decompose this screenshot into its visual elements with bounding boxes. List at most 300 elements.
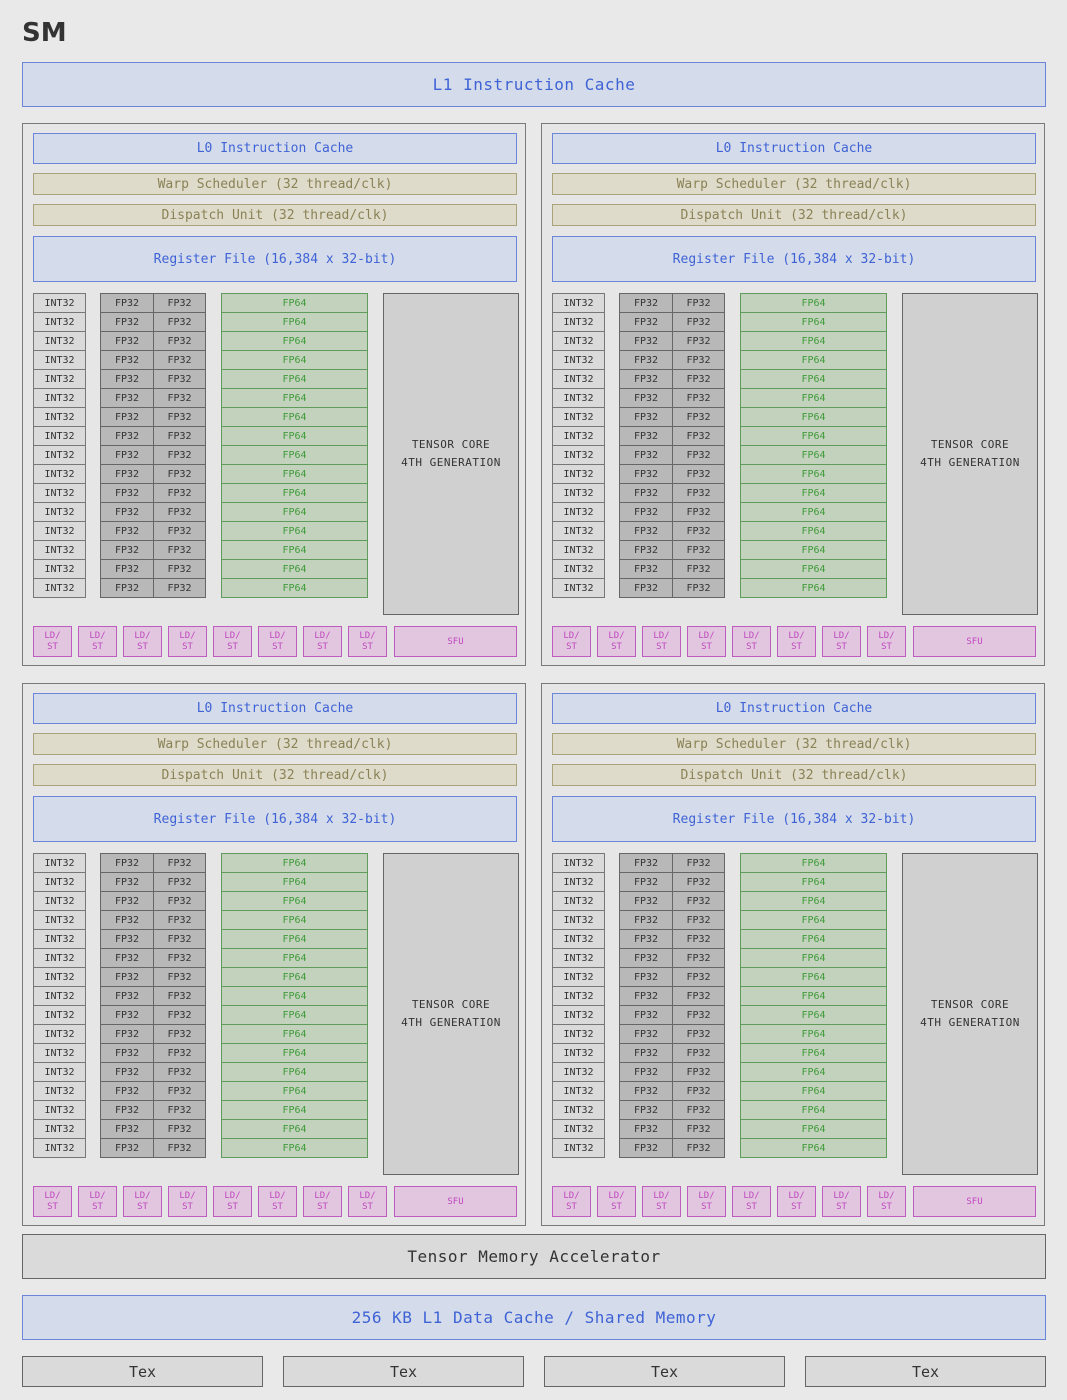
- int32-unit: INT32: [552, 578, 605, 598]
- fp32-unit: FP32: [153, 464, 206, 484]
- int32-unit: INT32: [33, 369, 86, 389]
- tex-unit: Tex: [805, 1356, 1046, 1387]
- fp32-unit: FP32: [672, 853, 725, 873]
- fp32-unit: FP32: [619, 578, 673, 598]
- ld-st-unit: [303, 626, 342, 657]
- tensor-core-generation: 4TH GENERATION: [401, 456, 501, 469]
- warp-scheduler: Warp Scheduler (32 thread/clk): [552, 173, 1036, 195]
- fp32-unit: FP32: [153, 369, 206, 389]
- int32-unit: INT32: [33, 331, 86, 351]
- fp64-unit: FP64: [740, 1062, 887, 1082]
- fp32-unit: FP32: [100, 350, 154, 370]
- ld-st-unit: [78, 1186, 117, 1217]
- fp64-unit: FP64: [221, 948, 368, 968]
- tensor-core: [902, 853, 1038, 1175]
- ld-st-label-bottom: ST: [566, 641, 577, 652]
- ld-st-unit: [597, 1186, 636, 1217]
- ld-st-label-bottom: ST: [92, 641, 103, 652]
- int32-column: [33, 294, 86, 598]
- ld-st-label-top: LD/: [359, 630, 376, 641]
- ld-st-label-bottom: ST: [836, 1201, 847, 1212]
- fp32-unit: FP32: [619, 559, 673, 579]
- fp64-unit: FP64: [740, 293, 887, 313]
- fp32-unit: FP32: [153, 1062, 206, 1082]
- fp32-unit: FP32: [100, 1081, 154, 1101]
- fp32-unit: FP32: [619, 1062, 673, 1082]
- fp64-unit: FP64: [740, 578, 887, 598]
- fp32-unit: FP32: [100, 1062, 154, 1082]
- fp32-unit: FP32: [672, 407, 725, 427]
- fp32-unit: FP32: [672, 1100, 725, 1120]
- ld-st-label-bottom: ST: [746, 641, 757, 652]
- ld-st-unit: [213, 626, 252, 657]
- fp64-unit: FP64: [740, 948, 887, 968]
- fp32-unit: FP32: [619, 369, 673, 389]
- fp32-unit: FP32: [100, 388, 154, 408]
- int32-unit: INT32: [552, 483, 605, 503]
- fp32-unit: FP32: [672, 1043, 725, 1063]
- int32-unit: INT32: [552, 1062, 605, 1082]
- fp32-unit: FP32: [153, 1043, 206, 1063]
- tex-unit: Tex: [22, 1356, 263, 1387]
- ld-st-unit: [597, 626, 636, 657]
- fp32-unit: FP32: [619, 293, 673, 313]
- fp32-unit: FP32: [153, 445, 206, 465]
- fp64-unit: FP64: [740, 331, 887, 351]
- ld-st-label-bottom: ST: [791, 1201, 802, 1212]
- fp64-unit: FP64: [221, 426, 368, 446]
- fp32-unit: FP32: [153, 521, 206, 541]
- fp32-unit: FP32: [153, 1024, 206, 1044]
- fp32-column: [153, 294, 206, 598]
- l0-instruction-cache: L0 Instruction Cache: [33, 133, 517, 164]
- int32-unit: INT32: [552, 540, 605, 560]
- fp32-unit: FP32: [100, 967, 154, 987]
- ld-st-unit: [168, 1186, 207, 1217]
- ld-st-label-bottom: ST: [92, 1201, 103, 1212]
- fp32-unit: FP32: [619, 483, 673, 503]
- sfu-unit: SFU: [394, 626, 517, 657]
- fp32-unit: FP32: [672, 578, 725, 598]
- fp32-unit: FP32: [619, 929, 673, 949]
- ld-st-label-top: LD/: [653, 630, 670, 641]
- dispatch-unit: Dispatch Unit (32 thread/clk): [33, 764, 517, 786]
- ld-st-label-bottom: ST: [881, 641, 892, 652]
- ld-st-label-bottom: ST: [881, 1201, 892, 1212]
- ld-st-label-bottom: ST: [272, 641, 283, 652]
- fp64-unit: FP64: [740, 1005, 887, 1025]
- int32-unit: INT32: [552, 872, 605, 892]
- fp32-unit: FP32: [100, 1138, 154, 1158]
- fp64-unit: FP64: [740, 312, 887, 332]
- ld-st-label-top: LD/: [698, 630, 715, 641]
- fp32-unit: FP32: [672, 910, 725, 930]
- int32-column: [33, 854, 86, 1158]
- int32-unit: INT32: [552, 986, 605, 1006]
- fp32-unit: FP32: [672, 388, 725, 408]
- warp-scheduler: Warp Scheduler (32 thread/clk): [33, 733, 517, 755]
- ld-st-label-bottom: ST: [746, 1201, 757, 1212]
- fp32-column: [619, 294, 673, 598]
- fp32-unit: FP32: [153, 910, 206, 930]
- int32-unit: INT32: [552, 521, 605, 541]
- fp32-unit: FP32: [153, 350, 206, 370]
- ld-st-label-bottom: ST: [182, 641, 193, 652]
- fp64-unit: FP64: [740, 1119, 887, 1139]
- int32-unit: INT32: [33, 559, 86, 579]
- int32-unit: INT32: [552, 426, 605, 446]
- fp64-unit: FP64: [221, 578, 368, 598]
- ld-st-unit: [552, 1186, 591, 1217]
- ld-st-label-bottom: ST: [227, 641, 238, 652]
- ld-st-label-top: LD/: [89, 1190, 106, 1201]
- fp32-unit: FP32: [100, 445, 154, 465]
- int32-unit: INT32: [33, 872, 86, 892]
- int32-column: [552, 854, 605, 1158]
- sm-sub-partition: [22, 123, 526, 666]
- ld-st-label-bottom: ST: [701, 1201, 712, 1212]
- fp32-unit: FP32: [153, 1138, 206, 1158]
- ld-st-unit: [213, 1186, 252, 1217]
- fp64-column: [221, 294, 368, 598]
- fp64-unit: FP64: [740, 464, 887, 484]
- fp32-unit: FP32: [153, 312, 206, 332]
- fp32-unit: FP32: [672, 1062, 725, 1082]
- fp32-unit: FP32: [100, 853, 154, 873]
- fp32-unit: FP32: [672, 967, 725, 987]
- fp32-unit: FP32: [672, 559, 725, 579]
- fp64-unit: FP64: [740, 388, 887, 408]
- ld-st-unit: [303, 1186, 342, 1217]
- dispatch-unit: Dispatch Unit (32 thread/clk): [552, 764, 1036, 786]
- fp64-unit: FP64: [740, 407, 887, 427]
- ld-st-label-top: LD/: [44, 630, 61, 641]
- fp64-unit: FP64: [740, 967, 887, 987]
- fp64-unit: FP64: [221, 986, 368, 1006]
- fp32-unit: FP32: [619, 1005, 673, 1025]
- fp32-unit: FP32: [619, 445, 673, 465]
- fp32-unit: FP32: [619, 910, 673, 930]
- ld-st-label-top: LD/: [563, 630, 580, 641]
- int32-unit: INT32: [552, 445, 605, 465]
- fp32-unit: FP32: [619, 331, 673, 351]
- fp32-unit: FP32: [672, 540, 725, 560]
- ld-st-label-bottom: ST: [656, 1201, 667, 1212]
- tensor-core: [383, 853, 519, 1175]
- fp64-unit: FP64: [740, 929, 887, 949]
- fp32-unit: FP32: [672, 350, 725, 370]
- int32-unit: INT32: [33, 1100, 86, 1120]
- ld-st-unit: [822, 1186, 861, 1217]
- ld-st-unit: [732, 626, 771, 657]
- fp32-unit: FP32: [153, 388, 206, 408]
- int32-unit: INT32: [33, 986, 86, 1006]
- fp32-unit: FP32: [619, 350, 673, 370]
- fp32-unit: FP32: [672, 891, 725, 911]
- fp64-unit: FP64: [221, 407, 368, 427]
- fp32-unit: FP32: [153, 1005, 206, 1025]
- fp32-unit: FP32: [672, 929, 725, 949]
- register-file: Register File (16,384 x 32-bit): [33, 796, 517, 842]
- fp32-unit: FP32: [619, 540, 673, 560]
- fp64-unit: FP64: [740, 445, 887, 465]
- int32-unit: INT32: [33, 1062, 86, 1082]
- int32-unit: INT32: [552, 1043, 605, 1063]
- fp64-column: [221, 854, 368, 1158]
- fp32-unit: FP32: [619, 426, 673, 446]
- fp64-unit: FP64: [221, 502, 368, 522]
- ld-st-unit: [258, 1186, 297, 1217]
- fp32-unit: FP32: [619, 312, 673, 332]
- ld-st-label-bottom: ST: [227, 1201, 238, 1212]
- ld-st-label-top: LD/: [269, 630, 286, 641]
- l1-data-cache-shared-memory: 256 KB L1 Data Cache / Shared Memory: [22, 1295, 1046, 1340]
- ld-st-label-top: LD/: [44, 1190, 61, 1201]
- fp32-unit: FP32: [672, 331, 725, 351]
- fp32-unit: FP32: [672, 521, 725, 541]
- fp32-unit: FP32: [619, 1081, 673, 1101]
- fp32-unit: FP32: [619, 407, 673, 427]
- fp32-unit: FP32: [153, 559, 206, 579]
- ld-st-label-top: LD/: [743, 1190, 760, 1201]
- fp32-unit: FP32: [153, 502, 206, 522]
- ld-st-unit: [867, 626, 906, 657]
- fp32-unit: FP32: [153, 426, 206, 446]
- fp64-unit: FP64: [221, 559, 368, 579]
- int32-unit: INT32: [552, 1100, 605, 1120]
- fp32-unit: FP32: [100, 578, 154, 598]
- fp64-unit: FP64: [221, 1024, 368, 1044]
- fp32-unit: FP32: [100, 559, 154, 579]
- fp32-unit: FP32: [100, 1119, 154, 1139]
- int32-unit: INT32: [33, 445, 86, 465]
- fp32-unit: FP32: [153, 540, 206, 560]
- fp32-unit: FP32: [100, 407, 154, 427]
- fp64-unit: FP64: [740, 502, 887, 522]
- fp32-unit: FP32: [100, 1100, 154, 1120]
- ld-st-unit: [33, 626, 72, 657]
- int32-unit: INT32: [33, 426, 86, 446]
- fp32-column: [100, 854, 154, 1158]
- fp32-unit: FP32: [619, 872, 673, 892]
- int32-unit: INT32: [552, 407, 605, 427]
- ld-st-label-top: LD/: [788, 630, 805, 641]
- fp32-unit: FP32: [672, 312, 725, 332]
- fp32-unit: FP32: [672, 369, 725, 389]
- fp32-unit: FP32: [100, 521, 154, 541]
- int32-unit: INT32: [552, 910, 605, 930]
- int32-unit: INT32: [33, 312, 86, 332]
- int32-column: [552, 294, 605, 598]
- fp64-unit: FP64: [221, 540, 368, 560]
- fp32-unit: FP32: [619, 967, 673, 987]
- register-file: Register File (16,384 x 32-bit): [33, 236, 517, 282]
- fp64-unit: FP64: [740, 369, 887, 389]
- ld-st-unit: [552, 626, 591, 657]
- fp32-unit: FP32: [100, 1043, 154, 1063]
- ld-st-label-bottom: ST: [701, 641, 712, 652]
- fp32-unit: FP32: [100, 948, 154, 968]
- fp32-unit: FP32: [619, 948, 673, 968]
- fp32-unit: FP32: [619, 891, 673, 911]
- fp64-column: [740, 854, 887, 1158]
- fp64-unit: FP64: [740, 559, 887, 579]
- fp64-unit: FP64: [740, 1100, 887, 1120]
- warp-scheduler: Warp Scheduler (32 thread/clk): [552, 733, 1036, 755]
- fp32-unit: FP32: [100, 293, 154, 313]
- int32-unit: INT32: [33, 464, 86, 484]
- ld-st-label-bottom: ST: [47, 641, 58, 652]
- fp64-unit: FP64: [740, 853, 887, 873]
- tensor-core-generation: 4TH GENERATION: [920, 1016, 1020, 1029]
- fp32-unit: FP32: [100, 502, 154, 522]
- fp32-unit: FP32: [100, 910, 154, 930]
- int32-unit: INT32: [552, 350, 605, 370]
- fp64-unit: FP64: [221, 1043, 368, 1063]
- fp64-unit: FP64: [221, 1138, 368, 1158]
- ld-st-label-top: LD/: [608, 630, 625, 641]
- int32-unit: INT32: [552, 464, 605, 484]
- fp32-unit: FP32: [100, 872, 154, 892]
- fp32-unit: FP32: [100, 986, 154, 1006]
- fp32-unit: FP32: [619, 502, 673, 522]
- fp32-unit: FP32: [619, 388, 673, 408]
- fp64-unit: FP64: [221, 929, 368, 949]
- int32-unit: INT32: [552, 502, 605, 522]
- int32-unit: INT32: [33, 910, 86, 930]
- ld-st-unit: [642, 626, 681, 657]
- fp64-unit: FP64: [221, 1119, 368, 1139]
- l0-instruction-cache: L0 Instruction Cache: [33, 693, 517, 724]
- fp64-unit: FP64: [221, 312, 368, 332]
- fp64-unit: FP64: [221, 1081, 368, 1101]
- ld-st-label-bottom: ST: [317, 641, 328, 652]
- ld-st-unit: [78, 626, 117, 657]
- fp32-unit: FP32: [619, 853, 673, 873]
- ld-st-unit: [732, 1186, 771, 1217]
- fp64-unit: FP64: [221, 445, 368, 465]
- int32-unit: INT32: [552, 929, 605, 949]
- tensor-core-generation: 4TH GENERATION: [920, 456, 1020, 469]
- ld-st-label-top: LD/: [698, 1190, 715, 1201]
- dispatch-unit: Dispatch Unit (32 thread/clk): [33, 204, 517, 226]
- int32-unit: INT32: [552, 559, 605, 579]
- fp64-unit: FP64: [221, 293, 368, 313]
- fp32-unit: FP32: [153, 483, 206, 503]
- fp32-unit: FP32: [672, 502, 725, 522]
- int32-unit: INT32: [33, 891, 86, 911]
- fp32-unit: FP32: [153, 948, 206, 968]
- ld-st-label-top: LD/: [134, 630, 151, 641]
- fp32-unit: FP32: [619, 464, 673, 484]
- int32-unit: INT32: [552, 967, 605, 987]
- tensor-core: [383, 293, 519, 615]
- sfu-unit: SFU: [394, 1186, 517, 1217]
- ld-st-unit: [33, 1186, 72, 1217]
- int32-unit: INT32: [552, 388, 605, 408]
- register-file: Register File (16,384 x 32-bit): [552, 796, 1036, 842]
- ld-st-label-top: LD/: [314, 1190, 331, 1201]
- fp32-unit: FP32: [619, 1043, 673, 1063]
- ld-st-label-top: LD/: [608, 1190, 625, 1201]
- fp32-unit: FP32: [100, 369, 154, 389]
- dispatch-unit: Dispatch Unit (32 thread/clk): [552, 204, 1036, 226]
- fp32-unit: FP32: [672, 1005, 725, 1025]
- ld-st-label-bottom: ST: [362, 641, 373, 652]
- fp32-unit: FP32: [619, 1119, 673, 1139]
- ld-st-unit: [348, 626, 387, 657]
- ld-st-label-bottom: ST: [566, 1201, 577, 1212]
- ld-st-label-bottom: ST: [611, 641, 622, 652]
- int32-unit: INT32: [33, 540, 86, 560]
- fp32-unit: FP32: [672, 986, 725, 1006]
- fp32-unit: FP32: [619, 1024, 673, 1044]
- ld-st-unit: [258, 626, 297, 657]
- int32-unit: INT32: [33, 1138, 86, 1158]
- int32-unit: INT32: [33, 1024, 86, 1044]
- ld-st-label-bottom: ST: [47, 1201, 58, 1212]
- ld-st-label-top: LD/: [563, 1190, 580, 1201]
- sm-sub-partition: [22, 683, 526, 1226]
- fp32-unit: FP32: [672, 872, 725, 892]
- fp32-unit: FP32: [100, 1024, 154, 1044]
- int32-unit: INT32: [33, 521, 86, 541]
- l1-instruction-cache: L1 Instruction Cache: [22, 62, 1046, 107]
- sfu-unit: SFU: [913, 626, 1036, 657]
- ld-st-label-top: LD/: [833, 1190, 850, 1201]
- ld-st-label-top: LD/: [224, 1190, 241, 1201]
- ld-st-unit: [123, 626, 162, 657]
- ld-st-label-top: LD/: [788, 1190, 805, 1201]
- tensor-core-label: TENSOR CORE: [930, 998, 1010, 1011]
- fp32-unit: FP32: [672, 483, 725, 503]
- fp32-unit: FP32: [619, 1138, 673, 1158]
- fp64-unit: FP64: [221, 483, 368, 503]
- fp64-unit: FP64: [740, 483, 887, 503]
- warp-scheduler: Warp Scheduler (32 thread/clk): [33, 173, 517, 195]
- int32-unit: INT32: [33, 929, 86, 949]
- fp32-unit: FP32: [153, 331, 206, 351]
- fp32-unit: FP32: [672, 1024, 725, 1044]
- int32-unit: INT32: [33, 388, 86, 408]
- fp32-unit: FP32: [153, 1081, 206, 1101]
- fp32-unit: FP32: [100, 426, 154, 446]
- ld-st-label-top: LD/: [224, 630, 241, 641]
- int32-unit: INT32: [552, 948, 605, 968]
- ld-st-label-bottom: ST: [362, 1201, 373, 1212]
- fp32-unit: FP32: [672, 426, 725, 446]
- fp64-unit: FP64: [221, 388, 368, 408]
- fp64-unit: FP64: [221, 331, 368, 351]
- fp32-unit: FP32: [672, 1081, 725, 1101]
- ld-st-unit: [867, 1186, 906, 1217]
- int32-unit: INT32: [552, 891, 605, 911]
- int32-unit: INT32: [552, 1005, 605, 1025]
- fp64-unit: FP64: [740, 1138, 887, 1158]
- int32-unit: INT32: [33, 948, 86, 968]
- ld-st-unit: [123, 1186, 162, 1217]
- ld-st-label-bottom: ST: [791, 641, 802, 652]
- tensor-core-generation: 4TH GENERATION: [401, 1016, 501, 1029]
- int32-unit: INT32: [33, 502, 86, 522]
- ld-st-unit: [642, 1186, 681, 1217]
- tensor-core: [902, 293, 1038, 615]
- tensor-memory-accelerator: Tensor Memory Accelerator: [22, 1234, 1046, 1279]
- fp64-unit: FP64: [740, 891, 887, 911]
- ld-st-unit: [168, 626, 207, 657]
- fp32-unit: FP32: [153, 853, 206, 873]
- ld-st-label-top: LD/: [134, 1190, 151, 1201]
